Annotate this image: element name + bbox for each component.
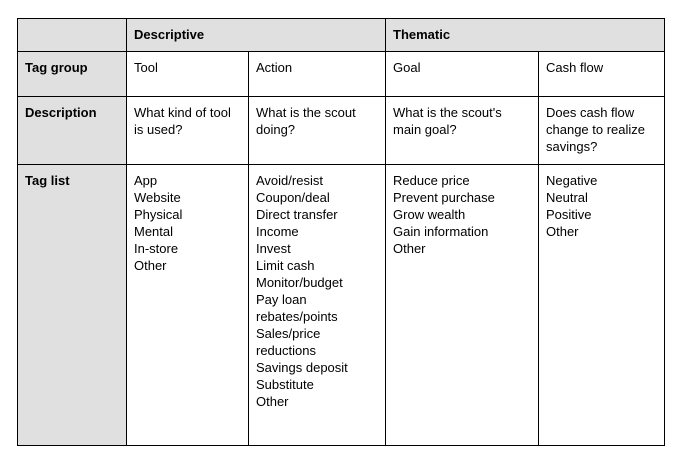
tag-item: Gain information — [393, 224, 489, 239]
header-corner-cell — [18, 19, 127, 52]
tag-item: Neutral — [546, 190, 588, 205]
tag-item: Prevent purchase — [393, 190, 495, 205]
tag-item: In-store — [134, 241, 179, 256]
row-label-tag-group: Tag group — [18, 52, 127, 97]
tag-item: Grow wealth — [393, 207, 466, 222]
tag-item: Direct transfer — [256, 207, 338, 222]
tag-item: Other — [546, 224, 579, 239]
tag-item: rebates/points — [256, 309, 338, 324]
tag-item: Other — [256, 394, 289, 409]
tag-group-tool: Tool — [127, 52, 249, 97]
tag-group-action: Action — [249, 52, 386, 97]
action-tag-list — [256, 172, 378, 410]
cash-flow-tag-list — [546, 172, 657, 240]
description-goal: What is the scout's main goal? — [386, 97, 539, 165]
tag-list-goal — [386, 165, 539, 446]
tag-item: Substitute — [256, 377, 314, 392]
tag-item: Pay loan — [256, 292, 307, 307]
tag-item: Positive — [546, 207, 592, 222]
tool-tag-list — [134, 172, 241, 274]
tag-group-cash-flow: Cash flow — [539, 52, 665, 97]
tag-item: Other — [393, 241, 426, 256]
tag-item: Monitor/budget — [256, 275, 343, 290]
tag-item: Reduce price — [393, 173, 470, 188]
tag-group-goal: Goal — [386, 52, 539, 97]
tag-item: Coupon/deal — [256, 190, 330, 205]
tag-list-cash-flow — [539, 165, 665, 446]
tag-item: Savings deposit — [256, 360, 348, 375]
tag-list-action — [249, 165, 386, 446]
description-tool: What kind of tool is used? — [127, 97, 249, 165]
row-label-description: Description — [18, 97, 127, 165]
header-descriptive: Descriptive — [127, 19, 386, 52]
tag-item: Website — [134, 190, 181, 205]
tag-item: Avoid/resist — [256, 173, 323, 188]
tag-item: Invest — [256, 241, 291, 256]
header-row — [18, 19, 665, 52]
tag-item: Limit cash — [256, 258, 315, 273]
tag-item: Physical — [134, 207, 183, 222]
tag-group-row — [18, 52, 665, 97]
description-row — [18, 97, 665, 165]
tag-item: Other — [134, 258, 167, 273]
header-thematic: Thematic — [386, 19, 665, 52]
tag-item: reductions — [256, 343, 316, 358]
tag-item: Income — [256, 224, 299, 239]
row-label-tag-list: Tag list — [18, 165, 127, 446]
tag-list-row — [18, 165, 665, 446]
description-action: What is the scout doing? — [249, 97, 386, 165]
tag-item: App — [134, 173, 158, 188]
tag-item: Mental — [134, 224, 174, 239]
tag-list-tool — [127, 165, 249, 446]
description-cash-flow: Does cash flow change to realize savings? — [539, 97, 665, 165]
tag-item: Sales/price — [256, 326, 321, 341]
goal-tag-list — [393, 172, 531, 257]
tag-taxonomy-table — [17, 18, 665, 446]
tag-item: Negative — [546, 173, 598, 188]
